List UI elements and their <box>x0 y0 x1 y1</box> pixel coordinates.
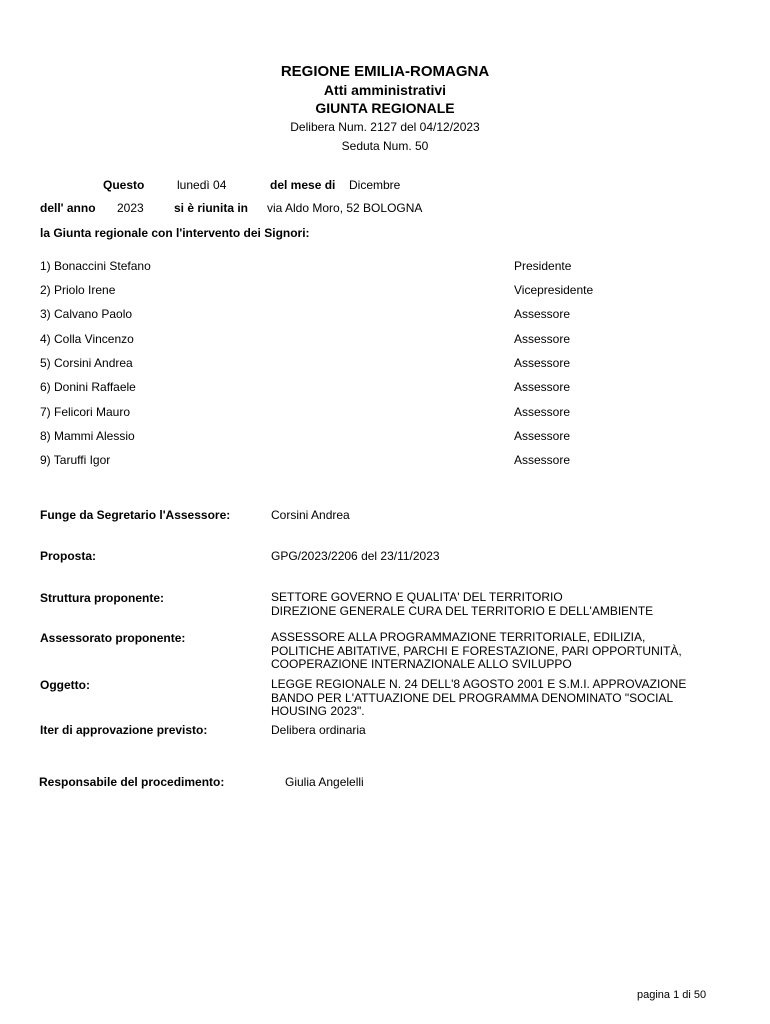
assessorato-value <box>271 631 682 672</box>
member-role: Assessore <box>514 380 571 394</box>
member-name: 6) Donini Raffaele <box>40 380 136 394</box>
struttura-label: Struttura proponente: <box>40 591 164 605</box>
member-name: 4) Colla Vincenzo <box>40 332 134 346</box>
mese-label: del mese di <box>270 178 336 192</box>
session-month: Dicembre <box>349 178 401 192</box>
responsabile-value: Giulia Angelelli <box>285 775 364 789</box>
oggetto-line: LEGGE REGIONALE N. 24 DELL'8 AGOSTO 2001 E S.M.I. APPROVAZIONE <box>271 677 687 691</box>
region-title: REGIONE EMILIA-ROMAGNA <box>280 63 490 80</box>
member-role: Presidente <box>514 259 572 273</box>
responsabile-label: Responsabile del procedimento: <box>39 775 225 789</box>
iter-value: Delibera ordinaria <box>271 723 366 737</box>
page-number: pagina 1 di 50 <box>637 989 707 1001</box>
struttura-line: DIREZIONE GENERALE CURA DEL TERRITORIO E DELL'AMBIENTE <box>271 603 654 618</box>
segretario-label: Funge da Segretario l'Assessore: <box>40 508 231 522</box>
intervento-label: la Giunta regionale con l'intervento dei Signori: <box>40 226 310 240</box>
member-role: Assessore <box>514 356 571 370</box>
riunita-label: si è riunita in <box>174 201 249 215</box>
oggetto-label: Oggetto: <box>40 678 90 692</box>
giunta-title: GIUNTA REGIONALE <box>315 100 455 116</box>
member-name: 2) Priolo Irene <box>40 283 116 297</box>
member-role: Assessore <box>514 307 571 321</box>
assessorato-line: ASSESSORE ALLA PROGRAMMAZIONE TERRITORIALE, EDILIZIA, <box>271 630 646 644</box>
acts-subtitle: Atti amministrativi <box>323 82 447 98</box>
iter-label: Iter di approvazione previsto: <box>40 723 208 737</box>
oggetto-value <box>271 678 686 719</box>
member-name: 3) Calvano Paolo <box>40 307 133 321</box>
delibera-number: Delibera Num. 2127 del 04/12/2023 <box>290 120 480 134</box>
member-name: 7) Felicori Mauro <box>40 405 131 419</box>
session-year: 2023 <box>117 201 144 215</box>
member-role: Vicepresidente <box>514 283 594 297</box>
member-role: Assessore <box>514 429 571 443</box>
session-place: via Aldo Moro, 52 BOLOGNA <box>267 201 423 215</box>
struttura-line: SETTORE GOVERNO E QUALITA' DEL TERRITORIO <box>271 590 563 604</box>
oggetto-line: HOUSING 2023". <box>271 704 365 718</box>
member-name: 8) Mammi Alessio <box>40 429 135 443</box>
member-name: 9) Taruffi Igor <box>40 453 111 467</box>
member-role: Assessore <box>514 405 571 419</box>
member-name: 1) Bonaccini Stefano <box>40 259 151 273</box>
struttura-value <box>271 591 653 618</box>
member-name: 5) Corsini Andrea <box>40 356 133 370</box>
assessorato-label: Assessorato proponente: <box>40 631 186 645</box>
proposta-label: Proposta: <box>40 549 97 563</box>
session-day: lunedì 04 <box>177 178 227 192</box>
questo-label: Questo <box>103 178 145 192</box>
anno-label: dell' anno <box>40 201 96 215</box>
member-role: Assessore <box>514 453 571 467</box>
proposta-value: GPG/2023/2206 del 23/11/2023 <box>271 549 440 563</box>
oggetto-line: BANDO PER L'ATTUAZIONE DEL PROGRAMMA DENOMINATO "SOCIAL <box>271 690 674 705</box>
member-role: Assessore <box>514 332 571 346</box>
assessorato-line: COOPERAZIONE INTERNAZIONALE ALLO SVILUPPO <box>271 657 572 671</box>
assessorato-line: POLITICHE ABITATIVE, PARCHI E FORESTAZIONE, PARI OPPORTUNITÀ, <box>271 643 682 658</box>
seduta-number: Seduta Num. 50 <box>341 139 429 153</box>
segretario-value: Corsini Andrea <box>271 508 350 522</box>
